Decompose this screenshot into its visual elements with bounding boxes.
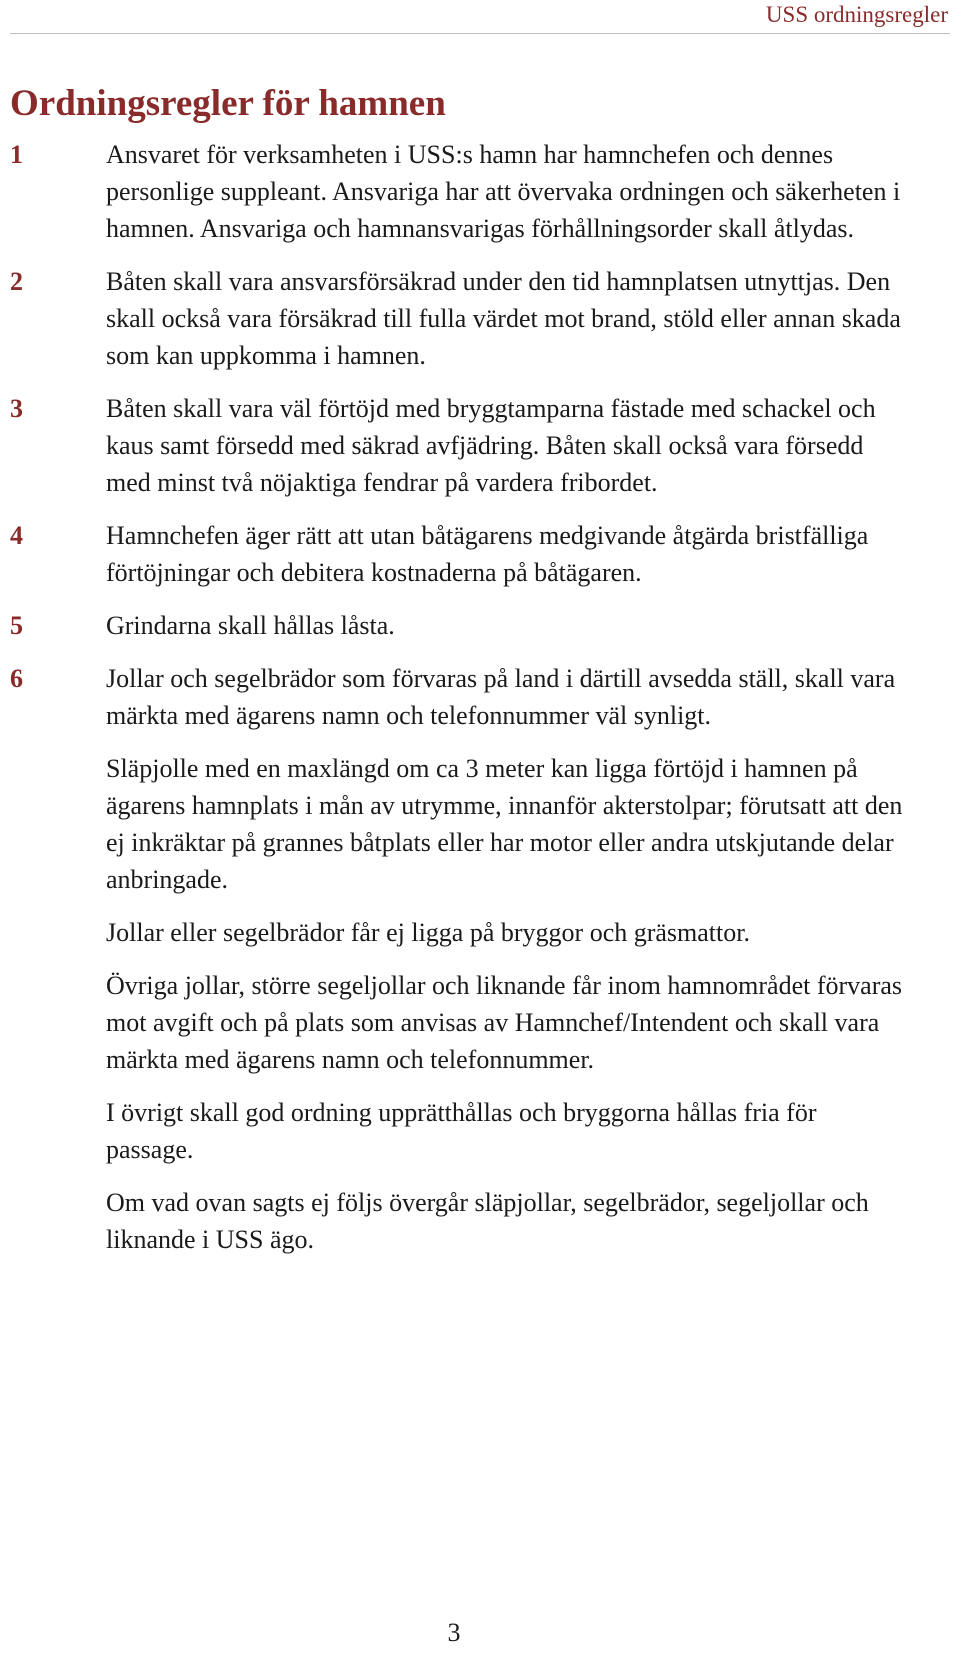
rule-item: [10, 136, 910, 247]
rule-body: [106, 517, 910, 591]
rule-number: 6: [10, 664, 23, 693]
rule-body: [106, 390, 910, 501]
rule-body: [106, 136, 910, 247]
rule-body: [106, 263, 910, 374]
rule-item: [10, 660, 910, 1258]
rule-number: 2: [10, 267, 23, 296]
rule-number: 4: [10, 521, 23, 550]
rule-item: [10, 263, 910, 374]
rules-list: [10, 136, 910, 1274]
header-divider: [10, 33, 950, 34]
rule-paragraph: Släpjolle med en maxlängd om ca 3 meter kan ligga förtöjd i hamnen på ägarens hamnplats i mån av utrymme, innanför akterstolpar; förutsatt att den ej inkräktar på grannes båtplats eller har motor eller andra utskjutande delar anbringade.: [106, 754, 903, 894]
running-header: USS ordningsregler: [765, 2, 948, 27]
rule-body: [106, 607, 910, 644]
rule-item: [10, 390, 910, 501]
page-number: 3: [447, 1618, 461, 1647]
rule-number: 3: [10, 394, 23, 423]
rule-item: [10, 607, 910, 644]
rule-paragraph: Båten skall vara ansvarsförsäkrad under den tid hamnplatsen utnyttjas. Den skall också vara försäkrad till fulla värdet mot brand, stöld eller annan skada som kan uppkomma i hamnen.: [106, 267, 901, 370]
rule-paragraph: Hamnchefen äger rätt att utan båtägarens medgivande åtgärda bristfälliga förtöjningar och debitera kostnaderna på båtägaren.: [106, 521, 869, 587]
rule-paragraph: Grindarna skall hållas låsta.: [106, 611, 395, 640]
rule-paragraph: Övriga jollar, större segeljollar och liknande får inom hamnområdet förvaras mot avgift och på plats som anvisas av Hamnchef/Intendent och skall vara märkta med ägarens namn och telefonnummer.: [106, 971, 903, 1074]
rule-paragraph: Ansvaret för verksamheten i USS:s hamn har hamnchefen och dennes personlige suppleant. Ansvariga har att övervaka ordningen och säkerheten i hamnen. Ansvariga och hamnansvarigas förhållningsorder skall åtlydas.: [106, 140, 901, 243]
rule-paragraph: Båten skall vara väl förtöjd med bryggtamparna fästade med schackel och kaus samt försedd med säkrad avfjädring. Båten skall också vara försedd med minst två nöjaktiga fendrar på vardera fribordet.: [106, 394, 876, 497]
rule-number: 5: [10, 611, 23, 640]
rule-paragraph: Jollar eller segelbrädor får ej ligga på bryggor och gräsmattor.: [106, 918, 750, 947]
rule-paragraph: Om vad ovan sagts ej följs övergår släpjollar, segelbrädor, segeljollar och liknande i USS ägo.: [106, 1188, 869, 1254]
rule-paragraph: I övrigt skall god ordning upprätthållas och bryggorna hållas fria för passage.: [106, 1098, 817, 1164]
rule-paragraph: Jollar och segelbrädor som förvaras på land i därtill avsedda ställ, skall vara märkta med ägarens namn och telefonnummer väl synligt.: [106, 664, 896, 730]
rule-item: [10, 517, 910, 591]
rule-body: [106, 660, 910, 1258]
rule-number: 1: [10, 140, 23, 169]
page-title: Ordningsregler för hamnen: [10, 83, 446, 124]
